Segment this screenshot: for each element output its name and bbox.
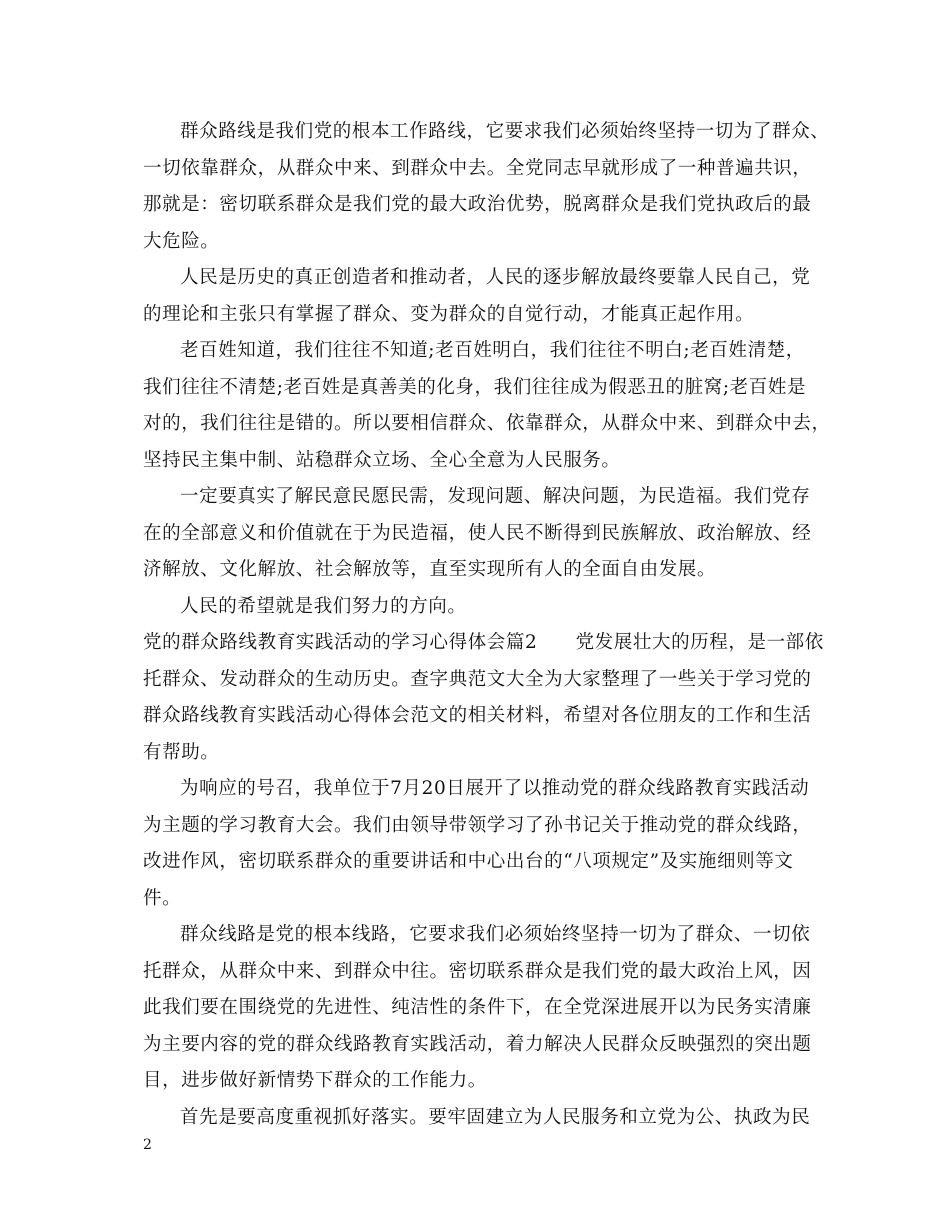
text-line: 为响应的号召，我单位于7月20日展开了以推动党的群众线路教育实践活动: [180, 778, 810, 799]
text-line: 托群众，从群众中来、到群众中往。密切联系群众是我们党的最大政治上风，因: [143, 961, 812, 982]
text-line: 一定要真实了解民意民愿民需，发现问题、解决问题，为民造福。我们党存: [180, 486, 811, 507]
text-line: 为主要内容的党的群众线路教育实践活动，着力解决人民群众反映强烈的突出题: [143, 1034, 812, 1055]
text-line: 济解放、文化解放、社会解放等，直至实现所有人的全面自由发展。: [143, 559, 717, 580]
text-line: 件。: [143, 888, 182, 909]
text-line: 群众路线教育实践活动心得体会范文的相关材料，希望对各位朋友的工作和生活: [143, 705, 812, 726]
text-line: 老百姓知道，我们往往不知道;老百姓明白，我们往往不明白;老百姓清楚，: [180, 340, 805, 361]
text-line: 大危险。: [143, 231, 220, 252]
text-line: 人民是历史的真正创造者和推动者，人民的逐步解放最终要靠人民自己，党: [180, 267, 811, 288]
text-line: 改进作风，密切联系群众的重要讲话和中心出台的“八项规定”及实施细则等文: [143, 851, 794, 872]
text-line: 的理论和主张只有掌握了群众、变为群众的自觉行动，才能真正起作用。: [143, 304, 755, 325]
text-line: 对的，我们往往是错的。所以要相信群众、依靠群众，从群众中来、到群众中去，: [143, 413, 831, 434]
text-line: 那就是：密切联系群众是我们党的最大政治优势，脱离群众是我们党执政后的最: [143, 194, 812, 215]
text-line: 我们往往不清楚;老百姓是真善美的化身，我们往往成为假恶丑的脏窝;老百姓是: [143, 377, 807, 398]
text-line: 托群众、发动群众的生动历史。查字典范文大全为大家整理了一些关于学习党的: [143, 669, 812, 690]
text-line: 群众线路是党的根本线路，它要求我们必须始终坚持一切为了群众、一切依: [180, 924, 811, 945]
text-line: 为主题的学习教育大会。我们由领导带领学习了孙书记关于推动党的群众线路，: [143, 815, 812, 836]
text-line: 首先是要高度重视抓好落实。要牢固建立为人民服务和立党为公、执政为民: [180, 1107, 811, 1128]
text-line: 此我们要在围绕党的先进性、纯洁性的条件下，在全党深进展开以为民务实清廉: [143, 997, 812, 1018]
text-line: 有帮助。: [143, 742, 220, 763]
text-line: 人民的希望就是我们努力的方向。: [180, 596, 467, 617]
text-line: 党的群众路线教育实践活动的学习心得体会篇2 党发展壮大的历程，是一部依: [143, 632, 824, 653]
text-line: 在的全部意义和价值就在于为民造福，使人民不断得到民族解放、政治解放、经: [143, 523, 812, 544]
text-line: 一切依靠群众，从群众中来、到群众中去。全党同志早就形成了一种普遍共识，: [143, 158, 812, 179]
text-line: 坚持民主集中制、站稳群众立场、全心全意为人民服务。: [143, 450, 621, 471]
page-number: 2: [143, 1137, 152, 1153]
text-line: 群众路线是我们党的根本工作路线，它要求我们必须始终坚持一切为了群众、: [180, 121, 830, 142]
text-line: 目，进步做好新情势下群众的工作能力。: [143, 1070, 487, 1091]
